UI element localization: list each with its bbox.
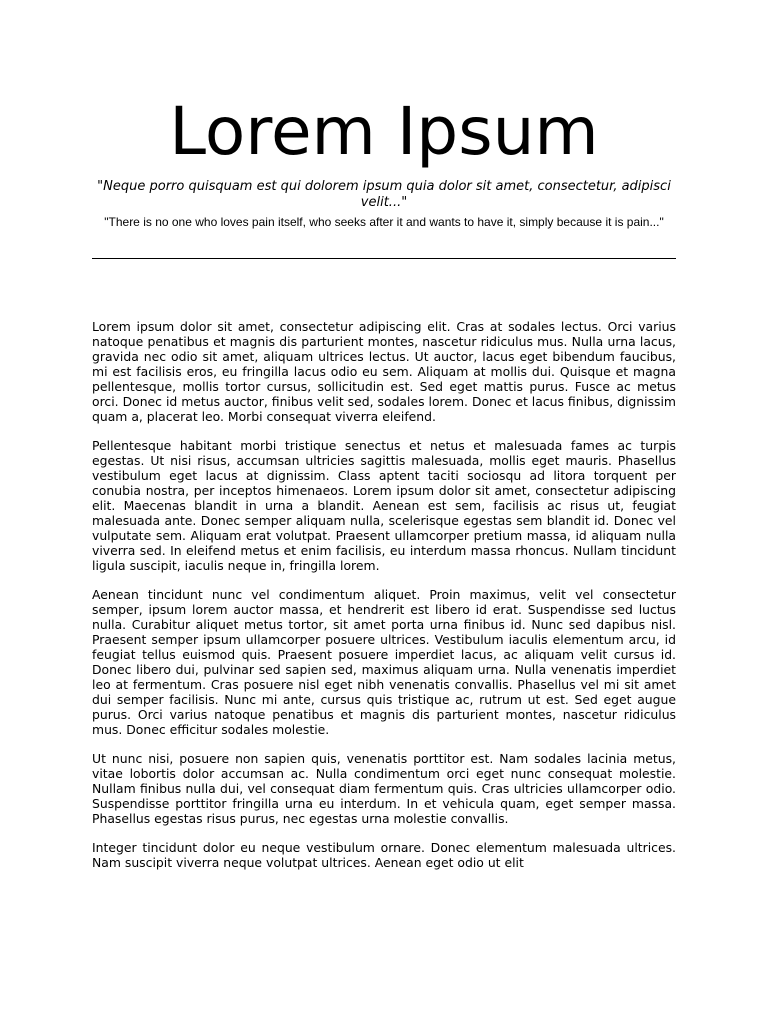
paragraph-4: Ut nunc nisi, posuere non sapien quis, venenatis porttitor est. Nam sodales lacinia metus, vitae lobortis dolor accumsan ac. Nulla condimentum orci eget nunc consequat molestie. Nullam finibus nulla dui, vel consequat diam fermentum quis. Cras ultricies ullamcorper odio. Suspendisse porttitor fringilla urna eu interdum. In et vehicula quam, eget semper massa. Phasellus egestas risus purus, nec egestas urna molestie convallis. <box>92 751 676 826</box>
header-divider <box>92 258 676 259</box>
paragraph-2: Pellentesque habitant morbi tristique senectus et netus et malesuada fames ac turpis egestas. Ut nisi risus, accumsan ultricies sagittis malesuada, mollis eget mauris. Phasellus vestibulum eget lacus at dignissim. Class aptent taciti sociosqu ad litora torquent per conubia nostra, per inceptos himenaeos. Lorem ipsum dolor sit amet, consectetur adipiscing elit. Maecenas blandit in urna a blandit. Aenean est sem, facilisis ac risus ut, feugiat malesuada ante. Donec semper aliquam nulla, scelerisque egestas sem blandit id. Donec vel vulputate sem. Aliquam erat volutpat. Praesent ullamcorper pretium massa, id aliquam nulla viverra sed. In eleifend metus et enim facilisis, eu interdum massa rhoncus. Nullam tincidunt ligula suscipit, iaculis neque in, fringilla lorem. <box>92 438 676 573</box>
document-header <box>92 92 676 229</box>
english-quote: "There is no one who loves pain itself, who seeks after it and wants to have it, simply because it is pain..." <box>104 215 664 229</box>
body-text <box>92 319 676 929</box>
paragraph-5: Integer tincidunt dolor eu neque vestibulum ornare. Donec elementum malesuada ultrices. Nam suscipit viverra neque volutpat ultrices. Aenean eget odio ut elit <box>92 840 676 870</box>
paragraph-3: Aenean tincidunt nunc vel condimentum aliquet. Proin maximus, velit vel consectetur semper, ipsum lorem auctor massa, et hendrerit est libero id erat. Suspendisse sed luctus nulla. Curabitur aliquet metus tortor, sit amet porta urna finibus id. Nunc sed dapibus nisl. Praesent semper ipsum ullamcorper posuere ultrices. Vestibulum iaculis elementum arcu, id feugiat tellus euismod quis. Praesent posuere imperdiet lacus, ac aliquam velit cursus id. Donec libero dui, pulvinar sed sapien sed, maximus aliquam urna. Nulla venenatis imperdiet leo at fermentum. Cras posuere nisl eget nibh venenatis convallis. Phasellus vel mi sit amet dui semper facilisis. Nunc mi ante, cursus quis tristique ac, rutrum ut est. Sed eget augue purus. Orci varius natoque penatibus et magnis dis parturient montes, nascetur ridiculus mus. Donec efficitur sodales molestie. <box>92 587 676 737</box>
document-title: Lorem Ipsum <box>169 93 599 170</box>
latin-quote: "Neque porro quisquam est qui dolorem ipsum quia dolor sit amet, consectetur, adipisci velit..." <box>97 179 671 210</box>
paragraph-1: Lorem ipsum dolor sit amet, consectetur adipiscing elit. Cras at sodales lectus. Orci varius natoque penatibus et magnis dis parturient montes, nascetur ridiculus mus. Nulla urna lacus, gravida nec odio sit amet, aliquam ultrices lectus. Ut auctor, lacus eget bibendum faucibus, mi est facilisis eros, eu fringilla lacus odio eu sem. Aliquam at mollis dui. Quisque et magna pellentesque, mollis tortor cursus, sollicitudin est. Sed eget mattis purus. Fusce ac metus orci. Donec id metus auctor, finibus velit sed, sodales lorem. Donec et lacus finibus, dignissim quam a, placerat leo. Morbi consequat viverra eleifend. <box>92 319 676 424</box>
